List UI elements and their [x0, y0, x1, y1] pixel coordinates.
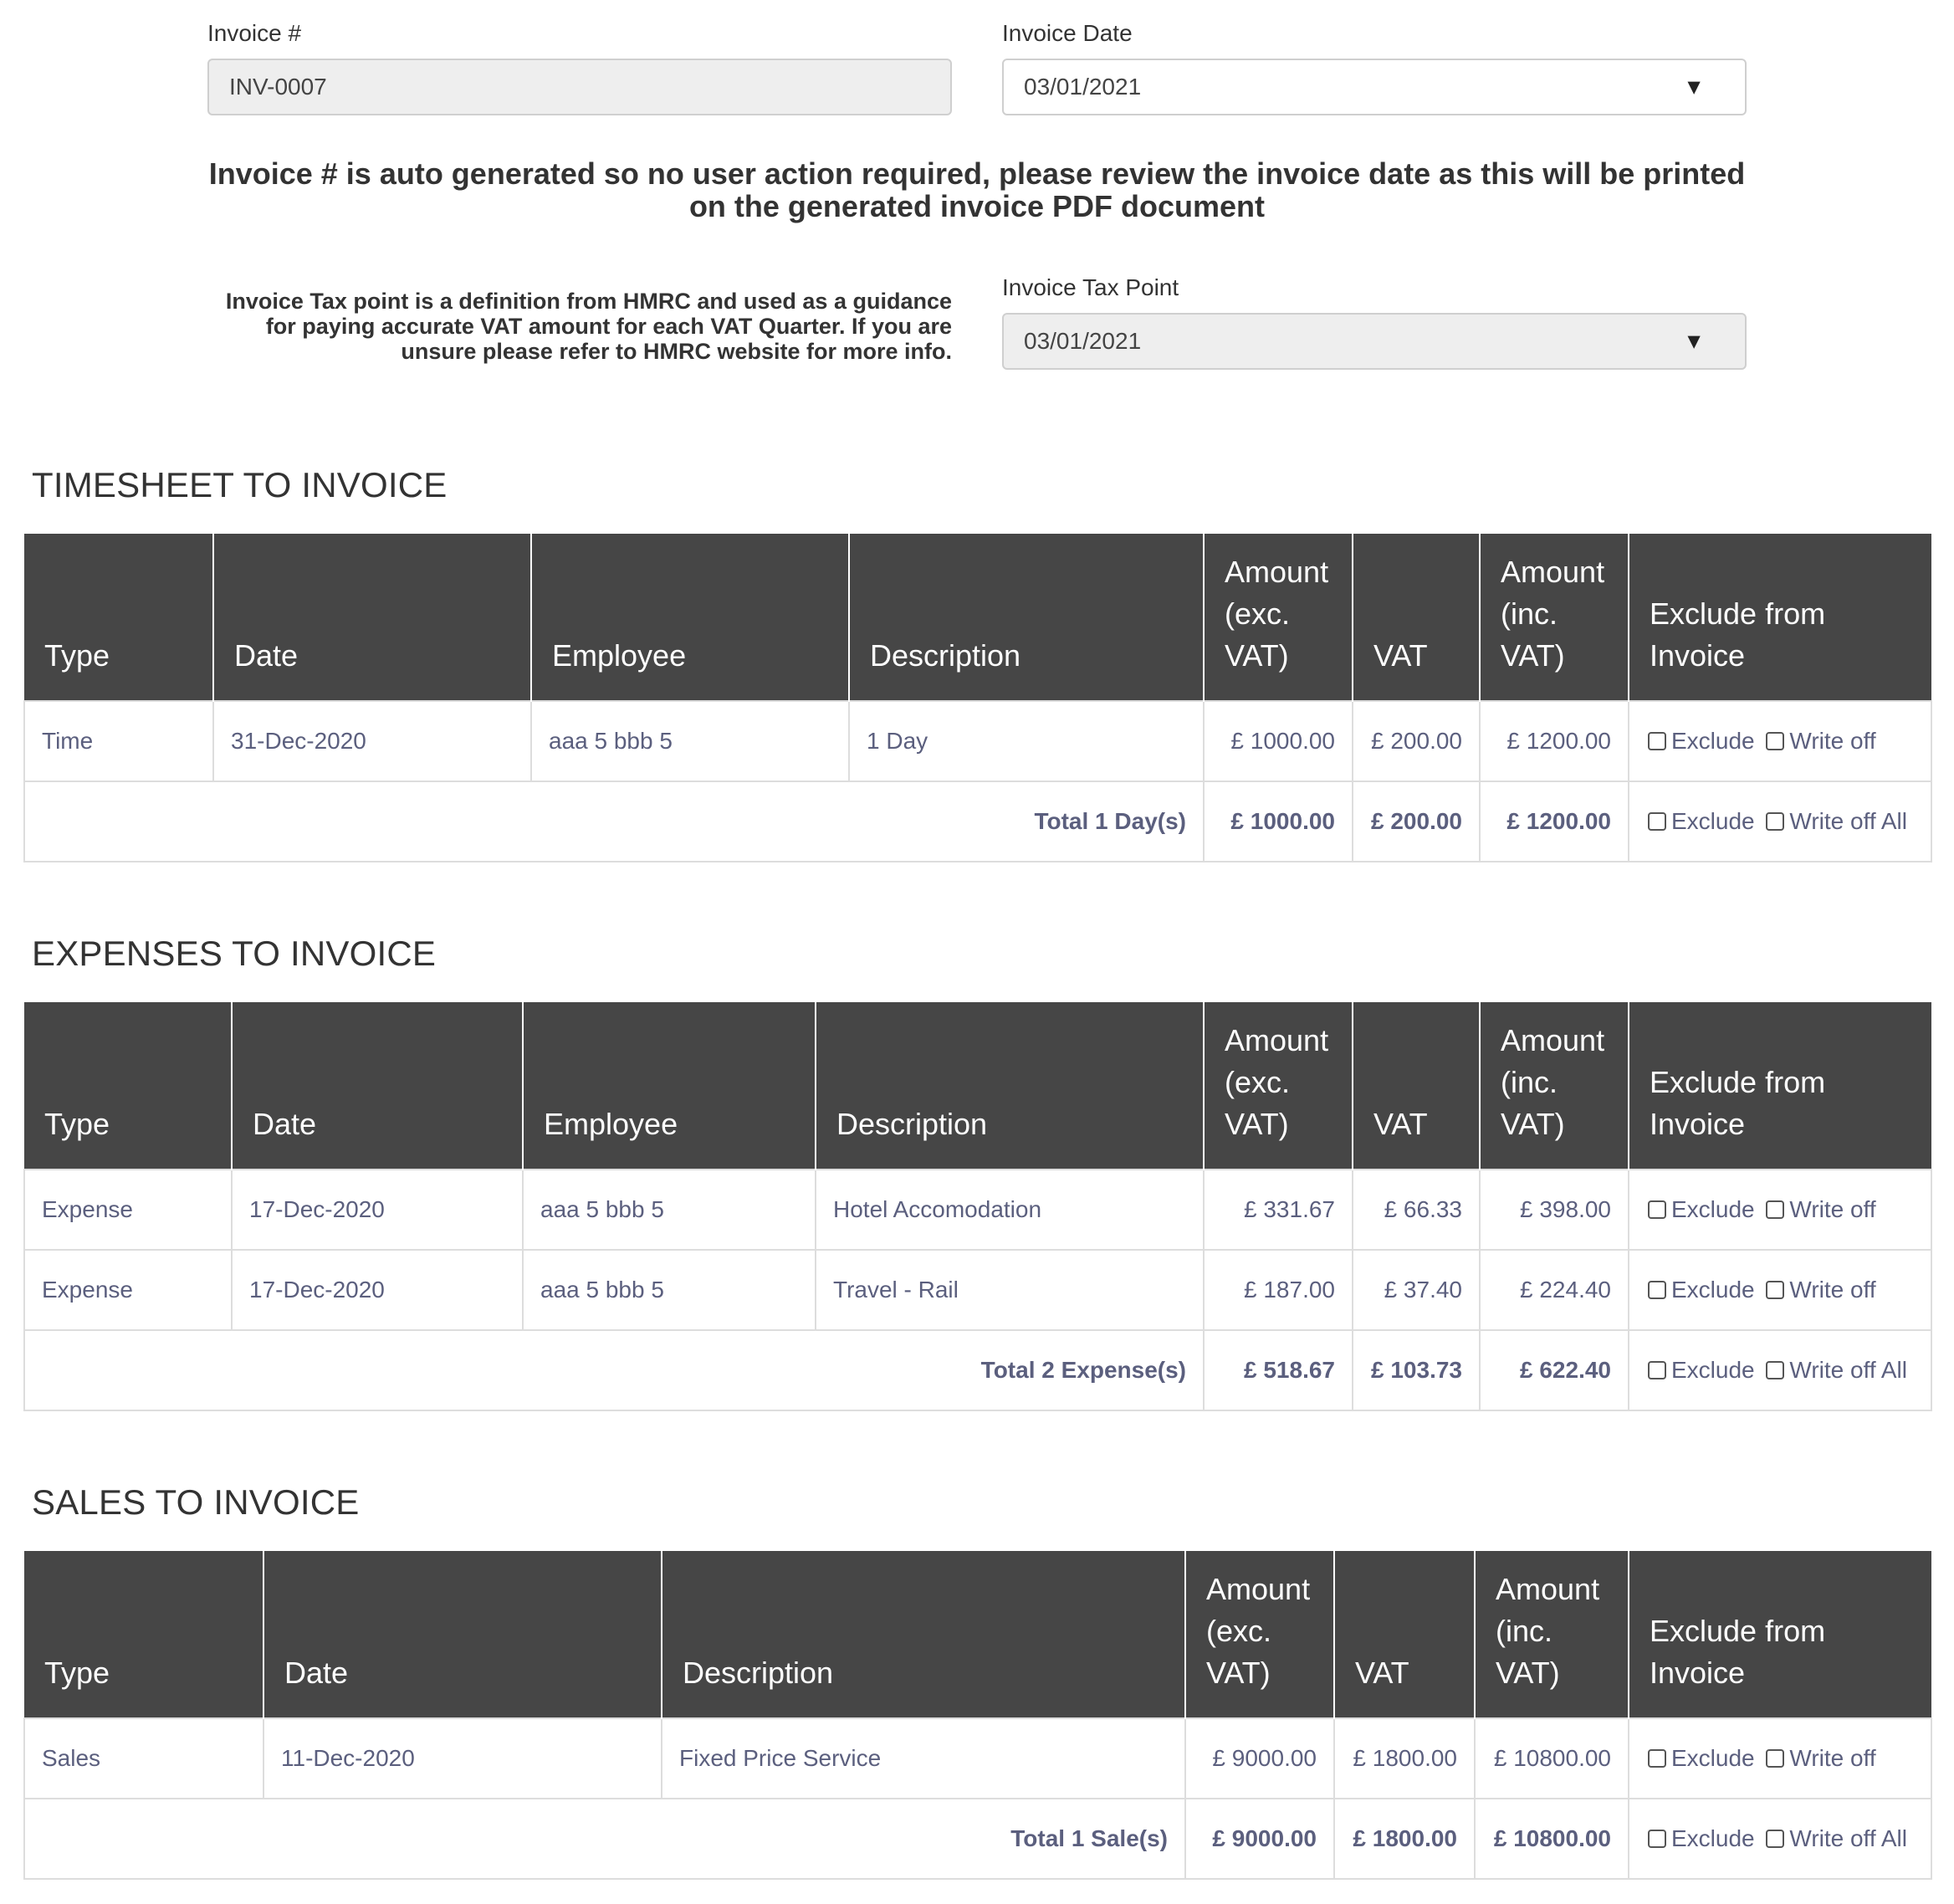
write-off-checkbox[interactable]	[1766, 1749, 1784, 1768]
exclude-label: Exclude	[1671, 1745, 1755, 1771]
column-header: Type	[24, 534, 213, 701]
cell-amount-exc: £ 187.00	[1204, 1250, 1353, 1330]
cell-type: Expense	[24, 1250, 232, 1330]
chevron-down-icon: ▼	[1683, 74, 1705, 100]
timesheet-table	[23, 534, 1932, 862]
tax-point-select[interactable]	[1002, 313, 1747, 370]
column-header: Amount (exc. VAT)	[1204, 1002, 1353, 1170]
invoice-number-value: INV-0007	[229, 74, 327, 100]
timesheet-section-title: TIMESHEET TO INVOICE	[32, 465, 448, 504]
cell-amount-exc: £ 9000.00	[1185, 1718, 1334, 1799]
cell-vat: £ 66.33	[1353, 1170, 1480, 1250]
cell-date: 11-Dec-2020	[263, 1718, 662, 1799]
tax-point-label: Invoice Tax Point	[1002, 274, 1179, 300]
column-header: Description	[849, 534, 1204, 701]
column-header: Amount (exc. VAT)	[1185, 1551, 1334, 1718]
cell-amount-inc: £ 224.40	[1480, 1250, 1629, 1330]
column-header: VAT	[1334, 1551, 1475, 1718]
write-off-label: Write off	[1789, 1277, 1876, 1303]
exclude-checkbox[interactable]	[1648, 1749, 1666, 1768]
total-amount-exc: £ 1000.00	[1204, 781, 1353, 862]
tax-point-value: 03/01/2021	[1024, 328, 1142, 354]
cell-employee: aaa 5 bbb 5	[531, 701, 849, 781]
column-header: VAT	[1353, 534, 1480, 701]
expenses-section-title: EXPENSES TO INVOICE	[32, 934, 437, 973]
total-label: Total 1 Day(s)	[24, 781, 1204, 862]
total-vat: £ 1800.00	[1334, 1799, 1475, 1879]
total-amount-exc: £ 518.67	[1204, 1330, 1353, 1410]
invoice-date-select[interactable]	[1002, 59, 1747, 115]
write-off-all-label: Write off All	[1789, 808, 1907, 834]
total-amount-inc: £ 1200.00	[1480, 781, 1629, 862]
cell-date: 17-Dec-2020	[232, 1170, 523, 1250]
write-off-all-label: Write off All	[1789, 1357, 1907, 1383]
total-row	[24, 1799, 1931, 1879]
cell-description: 1 Day	[849, 701, 1204, 781]
cell-description: Travel - Rail	[816, 1250, 1204, 1330]
exclude-label: Exclude	[1671, 1825, 1755, 1851]
exclude-checkbox[interactable]	[1648, 1281, 1666, 1299]
total-amount-exc: £ 9000.00	[1185, 1799, 1334, 1879]
cell-date: 17-Dec-2020	[232, 1250, 523, 1330]
write-off-all-checkbox[interactable]	[1766, 812, 1784, 831]
invoice-date-label: Invoice Date	[1002, 20, 1133, 46]
row-options	[1629, 701, 1931, 781]
write-off-label: Write off	[1789, 1745, 1876, 1771]
write-off-all-label: Write off All	[1789, 1825, 1907, 1851]
write-off-checkbox[interactable]	[1766, 1281, 1784, 1299]
column-header: Date	[263, 1551, 662, 1718]
exclude-all-checkbox[interactable]	[1648, 812, 1666, 831]
exclude-checkbox[interactable]	[1648, 1200, 1666, 1219]
write-off-checkbox[interactable]	[1766, 1200, 1784, 1219]
exclude-label: Exclude	[1671, 1277, 1755, 1303]
table-row	[24, 1170, 1931, 1250]
cell-type: Time	[24, 701, 213, 781]
column-header: VAT	[1353, 1002, 1480, 1170]
column-header: Description	[662, 1551, 1185, 1718]
cell-employee: aaa 5 bbb 5	[523, 1250, 816, 1330]
chevron-down-icon: ▼	[1683, 328, 1705, 354]
sales-table	[23, 1551, 1932, 1880]
total-options	[1629, 1330, 1931, 1410]
table-row	[24, 1718, 1931, 1799]
exclude-all-checkbox[interactable]	[1648, 1830, 1666, 1848]
total-options	[1629, 1799, 1931, 1879]
table-row	[24, 701, 1931, 781]
cell-description: Fixed Price Service	[662, 1718, 1185, 1799]
cell-vat: £ 1800.00	[1334, 1718, 1475, 1799]
exclude-label: Exclude	[1671, 728, 1755, 754]
column-header: Amount (inc. VAT)	[1480, 1002, 1629, 1170]
total-amount-inc: £ 622.40	[1480, 1330, 1629, 1410]
exclude-checkbox[interactable]	[1648, 732, 1666, 750]
cell-date: 31-Dec-2020	[213, 701, 531, 781]
cell-amount-inc: £ 398.00	[1480, 1170, 1629, 1250]
invoice-number-label: Invoice #	[207, 20, 302, 46]
column-header: Date	[232, 1002, 523, 1170]
cell-description: Hotel Accomodation	[816, 1170, 1204, 1250]
total-vat: £ 200.00	[1353, 781, 1480, 862]
column-header: Employee	[531, 534, 849, 701]
exclude-label: Exclude	[1671, 808, 1755, 834]
invoice-notice: Invoice # is auto generated so no user action required, please review the invoice date as this will be printed on the generated invoice PDF document	[208, 156, 1746, 223]
column-header: Exclude from Invoice	[1629, 534, 1931, 701]
row-options	[1629, 1718, 1931, 1799]
cell-type: Sales	[24, 1718, 263, 1799]
table-header-row	[24, 1551, 1931, 1718]
cell-amount-inc: £ 10800.00	[1475, 1718, 1629, 1799]
total-amount-inc: £ 10800.00	[1475, 1799, 1629, 1879]
total-row	[24, 1330, 1931, 1410]
tax-point-help: Invoice Tax point is a definition from HMRC and used as a guidance for paying accurate VAT amount for each VAT Quarter. If you are unsure please refer to HMRC website for more info.	[225, 289, 952, 364]
exclude-label: Exclude	[1671, 1357, 1755, 1383]
cell-vat: £ 37.40	[1353, 1250, 1480, 1330]
cell-vat: £ 200.00	[1353, 701, 1480, 781]
column-header: Type	[24, 1551, 263, 1718]
total-vat: £ 103.73	[1353, 1330, 1480, 1410]
column-header: Type	[24, 1002, 232, 1170]
row-options	[1629, 1170, 1931, 1250]
write-off-all-checkbox[interactable]	[1766, 1361, 1784, 1379]
sales-section-title: SALES TO INVOICE	[32, 1482, 360, 1522]
table-row	[24, 1250, 1931, 1330]
column-header: Amount (inc. VAT)	[1480, 534, 1629, 701]
total-options	[1629, 781, 1931, 862]
table-header-row	[24, 1002, 1931, 1170]
row-options	[1629, 1250, 1931, 1330]
expenses-table	[23, 1002, 1932, 1411]
column-header: Amount (exc. VAT)	[1204, 534, 1353, 701]
exclude-label: Exclude	[1671, 1196, 1755, 1222]
invoice-date-value: 03/01/2021	[1024, 74, 1142, 100]
column-header: Date	[213, 534, 531, 701]
cell-employee: aaa 5 bbb 5	[523, 1170, 816, 1250]
column-header: Employee	[523, 1002, 816, 1170]
total-label: Total 1 Sale(s)	[24, 1799, 1185, 1879]
total-row	[24, 781, 1931, 862]
table-header-row	[24, 534, 1931, 701]
total-label: Total 2 Expense(s)	[24, 1330, 1204, 1410]
column-header: Exclude from Invoice	[1629, 1551, 1931, 1718]
invoice-number-input	[207, 59, 952, 115]
cell-type: Expense	[24, 1170, 232, 1250]
exclude-all-checkbox[interactable]	[1648, 1361, 1666, 1379]
column-header: Exclude from Invoice	[1629, 1002, 1931, 1170]
cell-amount-exc: £ 1000.00	[1204, 701, 1353, 781]
write-off-label: Write off	[1789, 1196, 1876, 1222]
column-header: Amount (inc. VAT)	[1475, 1551, 1629, 1718]
column-header: Description	[816, 1002, 1204, 1170]
cell-amount-exc: £ 331.67	[1204, 1170, 1353, 1250]
write-off-checkbox[interactable]	[1766, 732, 1784, 750]
write-off-all-checkbox[interactable]	[1766, 1830, 1784, 1848]
write-off-label: Write off	[1789, 728, 1876, 754]
cell-amount-inc: £ 1200.00	[1480, 701, 1629, 781]
